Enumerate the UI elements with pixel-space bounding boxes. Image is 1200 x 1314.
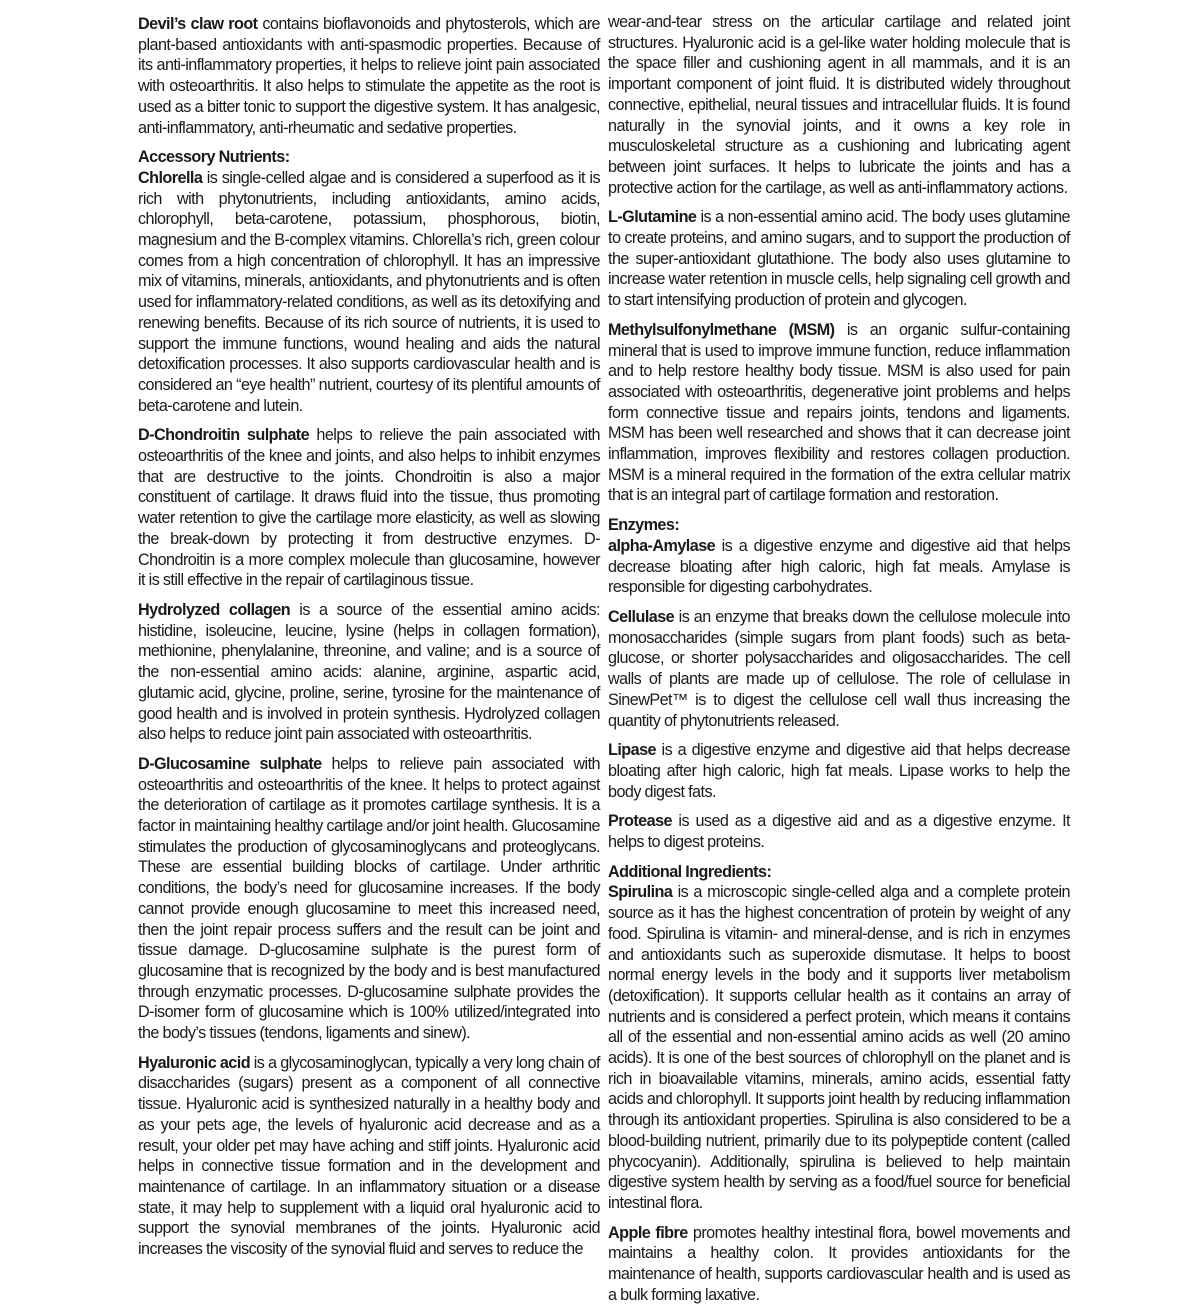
heading-additional-ingredients: Additional Ingredients: xyxy=(608,862,772,881)
term-lipase: Lipase xyxy=(608,741,656,760)
term-protease: Protease xyxy=(608,812,672,831)
paragraph-protease xyxy=(608,811,1070,852)
heading-accessory-nutrients: Accessory Nutrients: xyxy=(138,148,290,167)
text-msm: is an organic sulfur-containing mineral that is used to improve immune function, reduce inflammation and to help restore healthy body tissue. MSM is also used for pain associated with osteoarthritis, degenerative joint problems and helps form connective tissue and repairs joints, tendons and ligaments. MSM has been well researched and shows that it can decrease joint inflammation, improves flexibility and restores collagen production. MSM is a mineral required in the formation of the extra cellular matrix that is an integral part of cartilage formation and restoration. xyxy=(608,320,1070,505)
paragraph-hyaluronic-acid xyxy=(138,1053,600,1260)
paragraph-devils-claw xyxy=(138,14,600,138)
term-devils-claw: Devil’s claw root xyxy=(138,15,258,33)
paragraph-apple-fibre xyxy=(608,1223,1070,1306)
paragraph-lipase xyxy=(608,740,1070,802)
term-glucosamine: D-Glucosamine sulphate xyxy=(138,754,322,773)
text-lipase: is a digestive enzyme and digestive aid that helps decrease bloating after high caloric, high fat meals. Lipase works to help the body digest fats. xyxy=(608,741,1070,801)
term-msm: Methylsulfonylmethane (MSM) xyxy=(608,320,835,339)
term-amylase: alpha-Amylase xyxy=(608,536,716,555)
paragraph-hyaluronic-continued xyxy=(608,12,1070,198)
paragraph-l-glutamine xyxy=(608,207,1070,311)
term-chlorella: Chlorella xyxy=(138,168,203,187)
text-chondroitin: helps to relieve the pain associated with osteoarthritis of the knee and joints, and also helps to inhibit enzymes that are destructive to the joints. Chondroitin is also a major constituent of cartilage. It draws fluid into the tissue, thus promoting water retention to give the cartilage more elasticity, as well as slowing the break-down by protecting it from destructive enzymes. D-Chondroitin is a more complex molecule than glucosamine, however it is still effective in the repair of cartilaginous tissue. xyxy=(138,426,600,590)
term-hyaluronic-acid: Hyaluronic acid xyxy=(138,1053,251,1072)
text-hydrolyzed-collagen: is a source of the essential amino acids: histidine, isoleucine, leucine, lysine (helps in collagen formation), methionine, phenylalanine, threonine, and valine; and is a source of the non-essential amino acids: alanine, arginine, aspartic acid, glutamic acid, glycine, proline, serine, tyrosine for the maintenance of good health and is involved in protein synthesis. Hydrolyzed collagen also helps to reduce joint pain associated with osteoarthritis. xyxy=(138,600,601,744)
text-protease: is used as a digestive aid and as a digestive enzyme. It helps to digest proteins. xyxy=(608,812,1070,852)
paragraph-chondroitin xyxy=(138,425,600,591)
text-hyaluronic-continued: wear-and-tear stress on the articular cartilage and related joint structures. Hyaluronic acid is a gel-like water holding molecule that is the space filler and cushioning agent in all mammals, and it is an important component of joint fluid. It is distributed widely throughout connective, epithelial, neural tissues and intracellular fluids. It is found naturally in the synovial joints, and it owns a key role in musculoskeletal structure as a cushioning and lubricating agent between joint surfaces. It helps to lubricate the joints and has a protective action for the cartilage, as well as anti-inflammatory actions. xyxy=(608,13,1070,197)
paragraph-amylase xyxy=(608,536,1070,598)
heading-enzymes: Enzymes: xyxy=(608,516,680,535)
term-chondroitin: D-Chondroitin sulphate xyxy=(138,426,310,445)
text-apple-fibre: promotes healthy intestinal flora, bowel movements and maintains a healthy colon. It provides antioxidants for the maintenance of health, supports cardiovascular health and is used as a bulk forming laxative. xyxy=(608,1223,1070,1304)
text-devils-claw: contains bioflavonoids and phytosterols, which are plant-based antioxidants with anti-spasmodic properties. Because of its anti-inflammatory properties, it helps to relieve joint pain associated with osteoarthritis. It also helps to stimulate the appetite as the root is used as a bitter tonic to support the digestive system. It has analgesic, anti-inflammatory, anti-rheumatic and sedative properties. xyxy=(138,15,600,137)
term-cellulase: Cellulase xyxy=(608,607,675,626)
term-spirulina: Spirulina xyxy=(608,883,673,902)
text-hyaluronic-acid: is a glycosaminoglycan, typically a very long chain of disaccharides (sugars) present as a component of all connective tissue. Hyaluronic acid is synthesized naturally in a healthy body and as your pets age, the levels of hyaluronic acid decrease and as a result, your older pet may have aching and stiff joints. Hyaluronic acid helps in connective tissue formation and in the development and maintenance of cartilage. In an inflammatory situation or a disease state, it may help to supplement with a liquid oral hyaluronic acid to support the synovial membranes of the joints. Hyaluronic acid increases the viscosity of the synovial fluid and serves to reduce the xyxy=(138,1053,600,1259)
paragraph-glucosamine xyxy=(138,754,600,1044)
term-hydrolyzed-collagen: Hydrolyzed collagen xyxy=(138,600,291,619)
term-l-glutamine: L-Glutamine xyxy=(608,208,697,227)
text-chlorella: is single-celled algae and is considered a superfood as it is rich with phytonutrients, including antioxidants, amino acids, chlorophyll, beta-carotene, potassium, phosphorous, biotin, magnesium and the B-complex vitamins. Chlorella’s rich, green colour comes from a high concentration of chlorophyll. It has an impressive mix of vitamins, minerals, antioxidants, and phytonutrients and is often used for inflammatory-related conditions, as well as its detoxifying and renewing benefits. Because of its rich source of nutrients, it is used to support the immune functions, wound healing and aids the natural detoxification processes. It also supports cardiovascular health and is considered an “eye health” nutrient, courtesy of its plentiful amounts of beta-carotene and lutein. xyxy=(138,168,600,415)
text-glucosamine: helps to relieve pain associated with osteoarthritis and osteoarthritis of the knee. It helps to protect against the deterioration of cartilage as it promotes cartilage synthesis. It is a factor in maintaining healthy cartilage and/or joint health. Glucosamine stimulates the production of glycosaminoglycans and proteoglycans. These are essential building blocks of cartilage. Under arthritic conditions, the body’s need for glucosamine increases. If the body cannot provide enough glucosamine to meet this increased need, then the joint repair process suffers and the result can be joint and tissue damage. D-glucosamine sulphate is the purest form of glucosamine that is recognized by the body and is best manufactured through enzymatic processes. D-glucosamine sulphate provides the D-isomer form of glucosamine which is 100% utilized/integrated into the body’s tissues (tendons, ligaments and sinew). xyxy=(138,754,600,1043)
paragraph-chlorella xyxy=(138,168,600,416)
text-spirulina: is a microscopic single-celled alga and a complete protein source as it has the highest concentration of protein by weight of any food. Spirulina is vitamin- and mineral-dense, and is rich in enzymes and antioxidants such as superoxide dismutase. It helps to boost normal energy levels in the body and it supports liver metabolism (detoxification). It supports cellular health as it contains an array of nutrients and is considered a perfect protein, which means it contains all of the essential and non-essential amino acids as well (20 amino acids). It is one of the best sources of chlorophyll on the planet and is rich in bioavailable vitamins, minerals, amino acids, essential fatty acids and chlorophyll. It supports joint health by reducing inflammation through its antioxidant properties. Spirulina is also considered to be a blood-building nutrient, primarily due to its polypeptide content (called phycocyanin). Additionally, spirulina is believed to help maintain digestive system health by serving as a food/fuel source for beneficial intestinal flora. xyxy=(608,883,1070,1212)
left-column xyxy=(138,14,600,1269)
paragraph-msm xyxy=(608,320,1070,506)
paragraph-hydrolyzed-collagen xyxy=(138,600,600,745)
paragraph-cellulase xyxy=(608,607,1070,731)
text-cellulase: is an enzyme that breaks down the cellulose molecule into monosaccharides (simple sugars from plant foods) such as beta-glucose, or shorter polysaccharides and oligosaccharides. The cell walls of plants are made up of cellulose. The role of cellulase in SinewPet™ is to digest the cellulose cell wall thus increasing the quantity of phytonutrients released. xyxy=(608,607,1070,730)
text-l-glutamine: is a non-essential amino acid. The body uses glutamine to create proteins, and amino sugars, and to support the production of the super-antioxidant glutathione. The body also uses glutamine to increase water retention in muscle cells, help signaling cell growth and to start intensifying production of protein and glycogen. xyxy=(608,208,1070,310)
right-column xyxy=(608,12,1070,1314)
text-amylase: is a digestive enzyme and digestive aid that helps decrease bloating after high caloric, high fat meals. Amylase is responsible for digesting carbohydrates. xyxy=(608,536,1070,597)
term-apple-fibre: Apple fibre xyxy=(608,1223,688,1242)
paragraph-spirulina xyxy=(608,882,1070,1213)
